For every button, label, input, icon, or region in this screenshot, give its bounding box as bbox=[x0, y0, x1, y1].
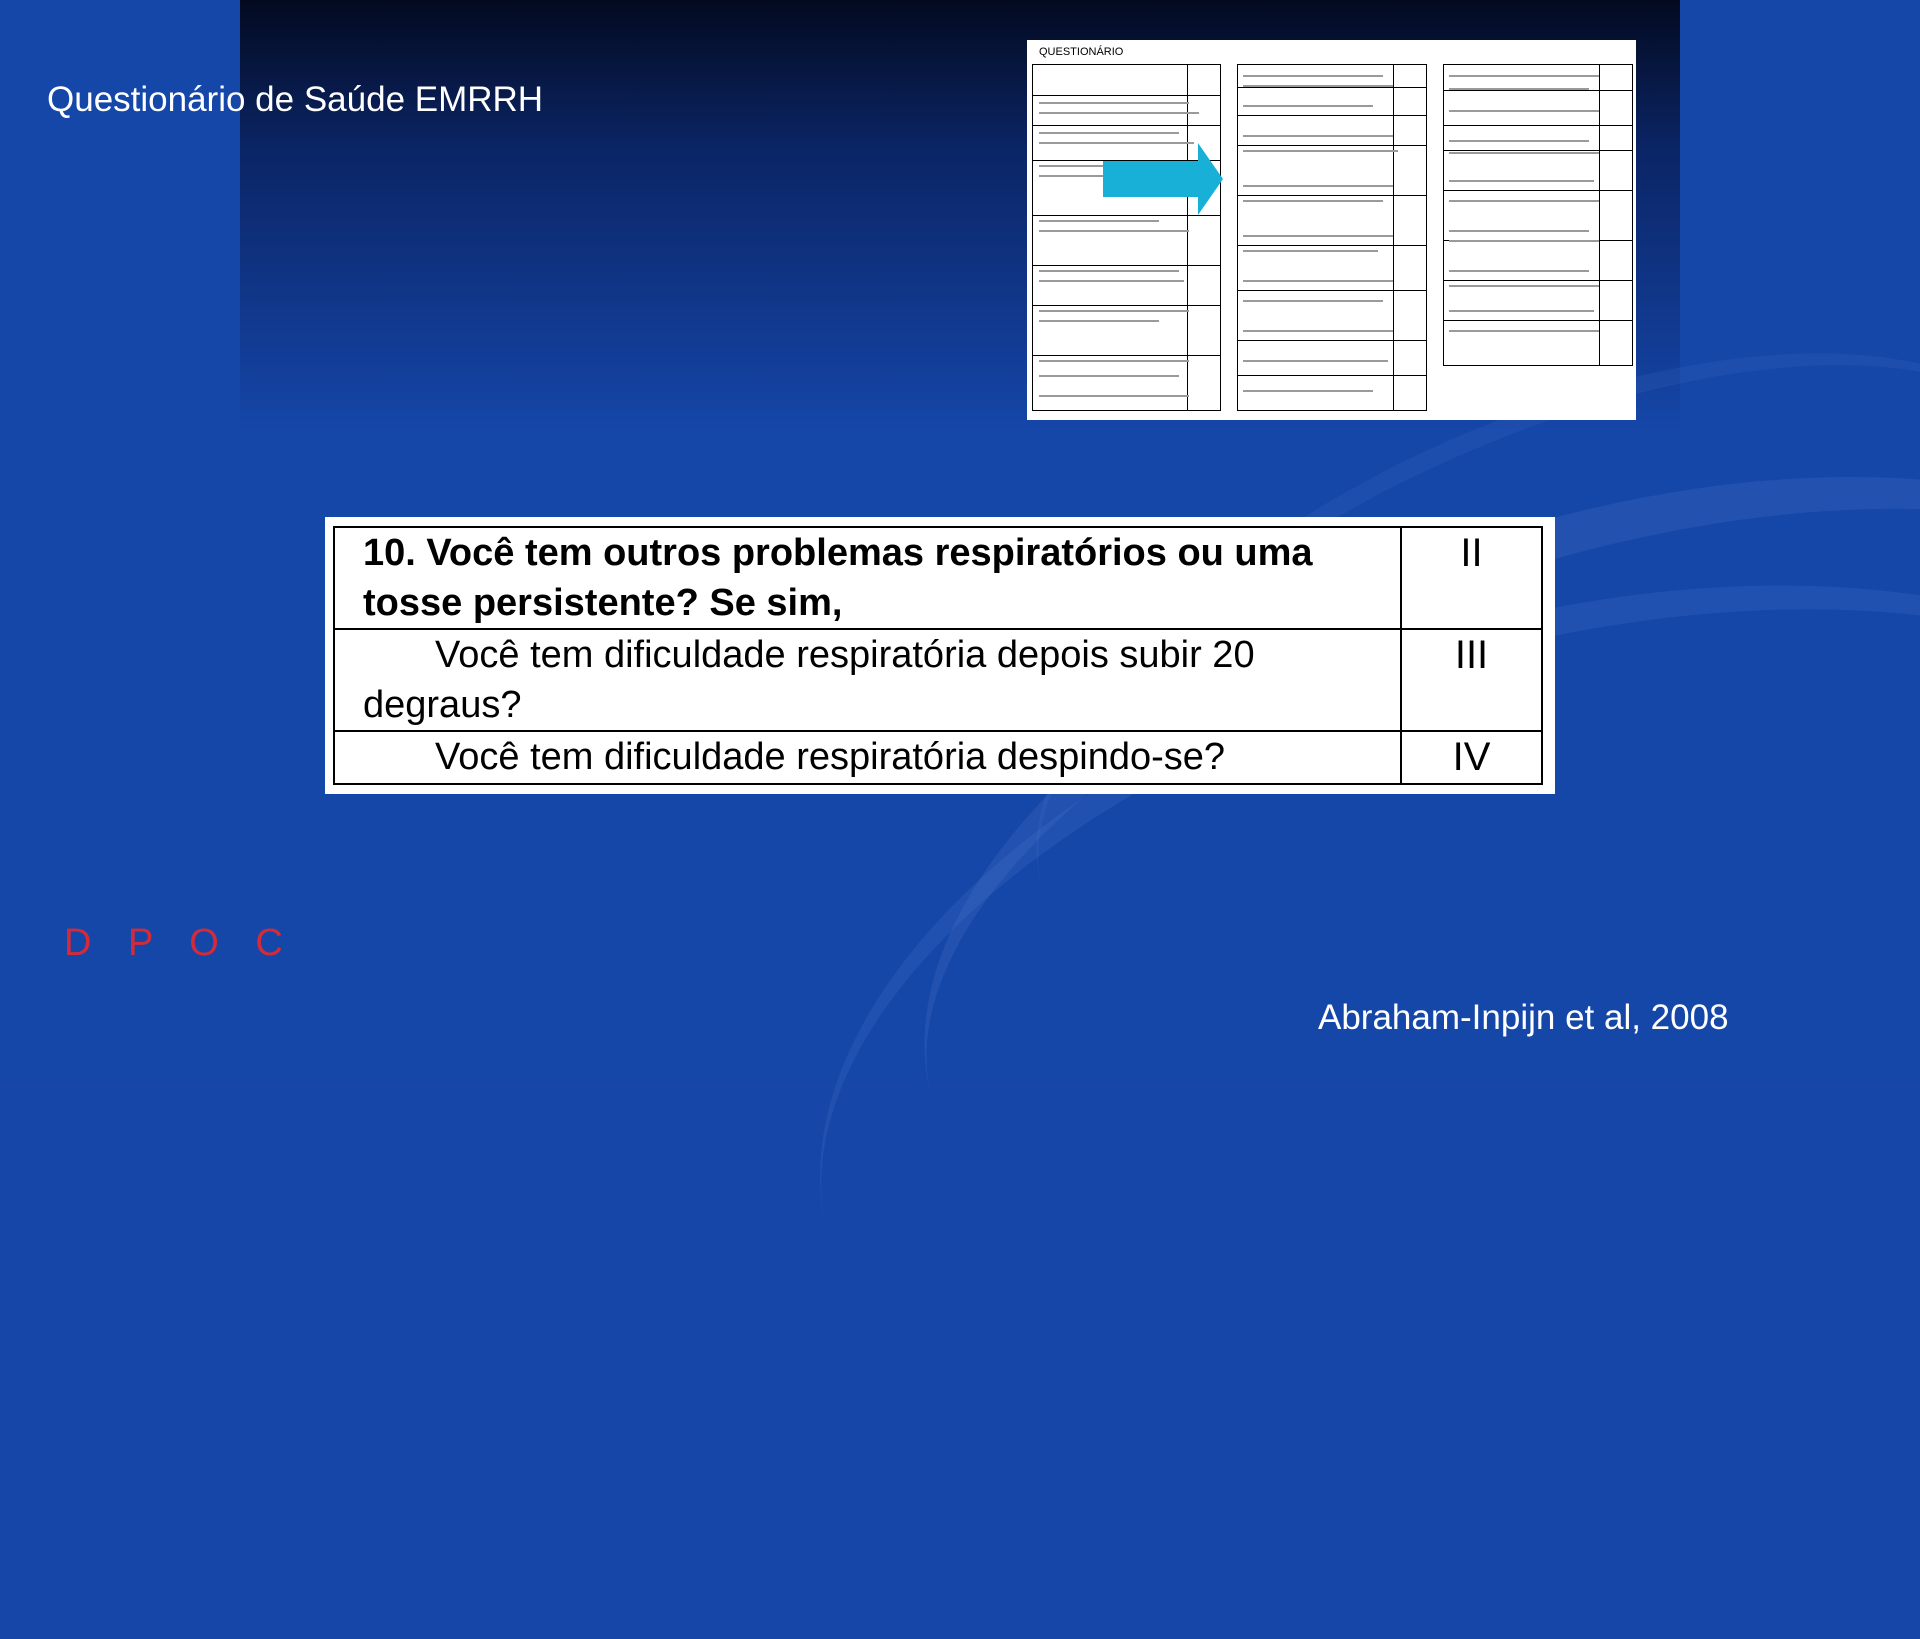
table-row bbox=[334, 731, 1542, 784]
table-row bbox=[334, 527, 1542, 629]
question-text bbox=[334, 629, 1401, 731]
question-table bbox=[333, 526, 1543, 785]
asa-level: III bbox=[1401, 629, 1542, 731]
question-text bbox=[334, 731, 1401, 784]
question-subtext: Você tem dificuldade respiratória despindo-se? bbox=[435, 736, 1226, 778]
question-table-panel bbox=[325, 517, 1555, 794]
asa-level: II bbox=[1401, 527, 1542, 629]
questionnaire-thumbnail bbox=[1027, 40, 1636, 420]
question-subtext: Você tem dificuldade respiratória depois subir 20 degraus? bbox=[363, 634, 1255, 726]
table-row bbox=[334, 629, 1542, 731]
citation: Abraham-Inpijn et al, 2008 bbox=[1318, 998, 1729, 1037]
condition-label: D P O C bbox=[64, 922, 296, 964]
thumbnail-column bbox=[1237, 64, 1427, 411]
arrow-right-icon bbox=[1103, 143, 1223, 215]
asa-level: IV bbox=[1401, 731, 1542, 784]
thumbnail-heading: QUESTIONÁRIO bbox=[1039, 46, 1124, 58]
question-text: 10. Você tem outros problemas respiratórios ou uma tosse persistente? Se sim, bbox=[334, 527, 1401, 629]
slide-title: Questionário de Saúde EMRRH bbox=[47, 80, 544, 119]
thumbnail-column bbox=[1032, 64, 1221, 411]
